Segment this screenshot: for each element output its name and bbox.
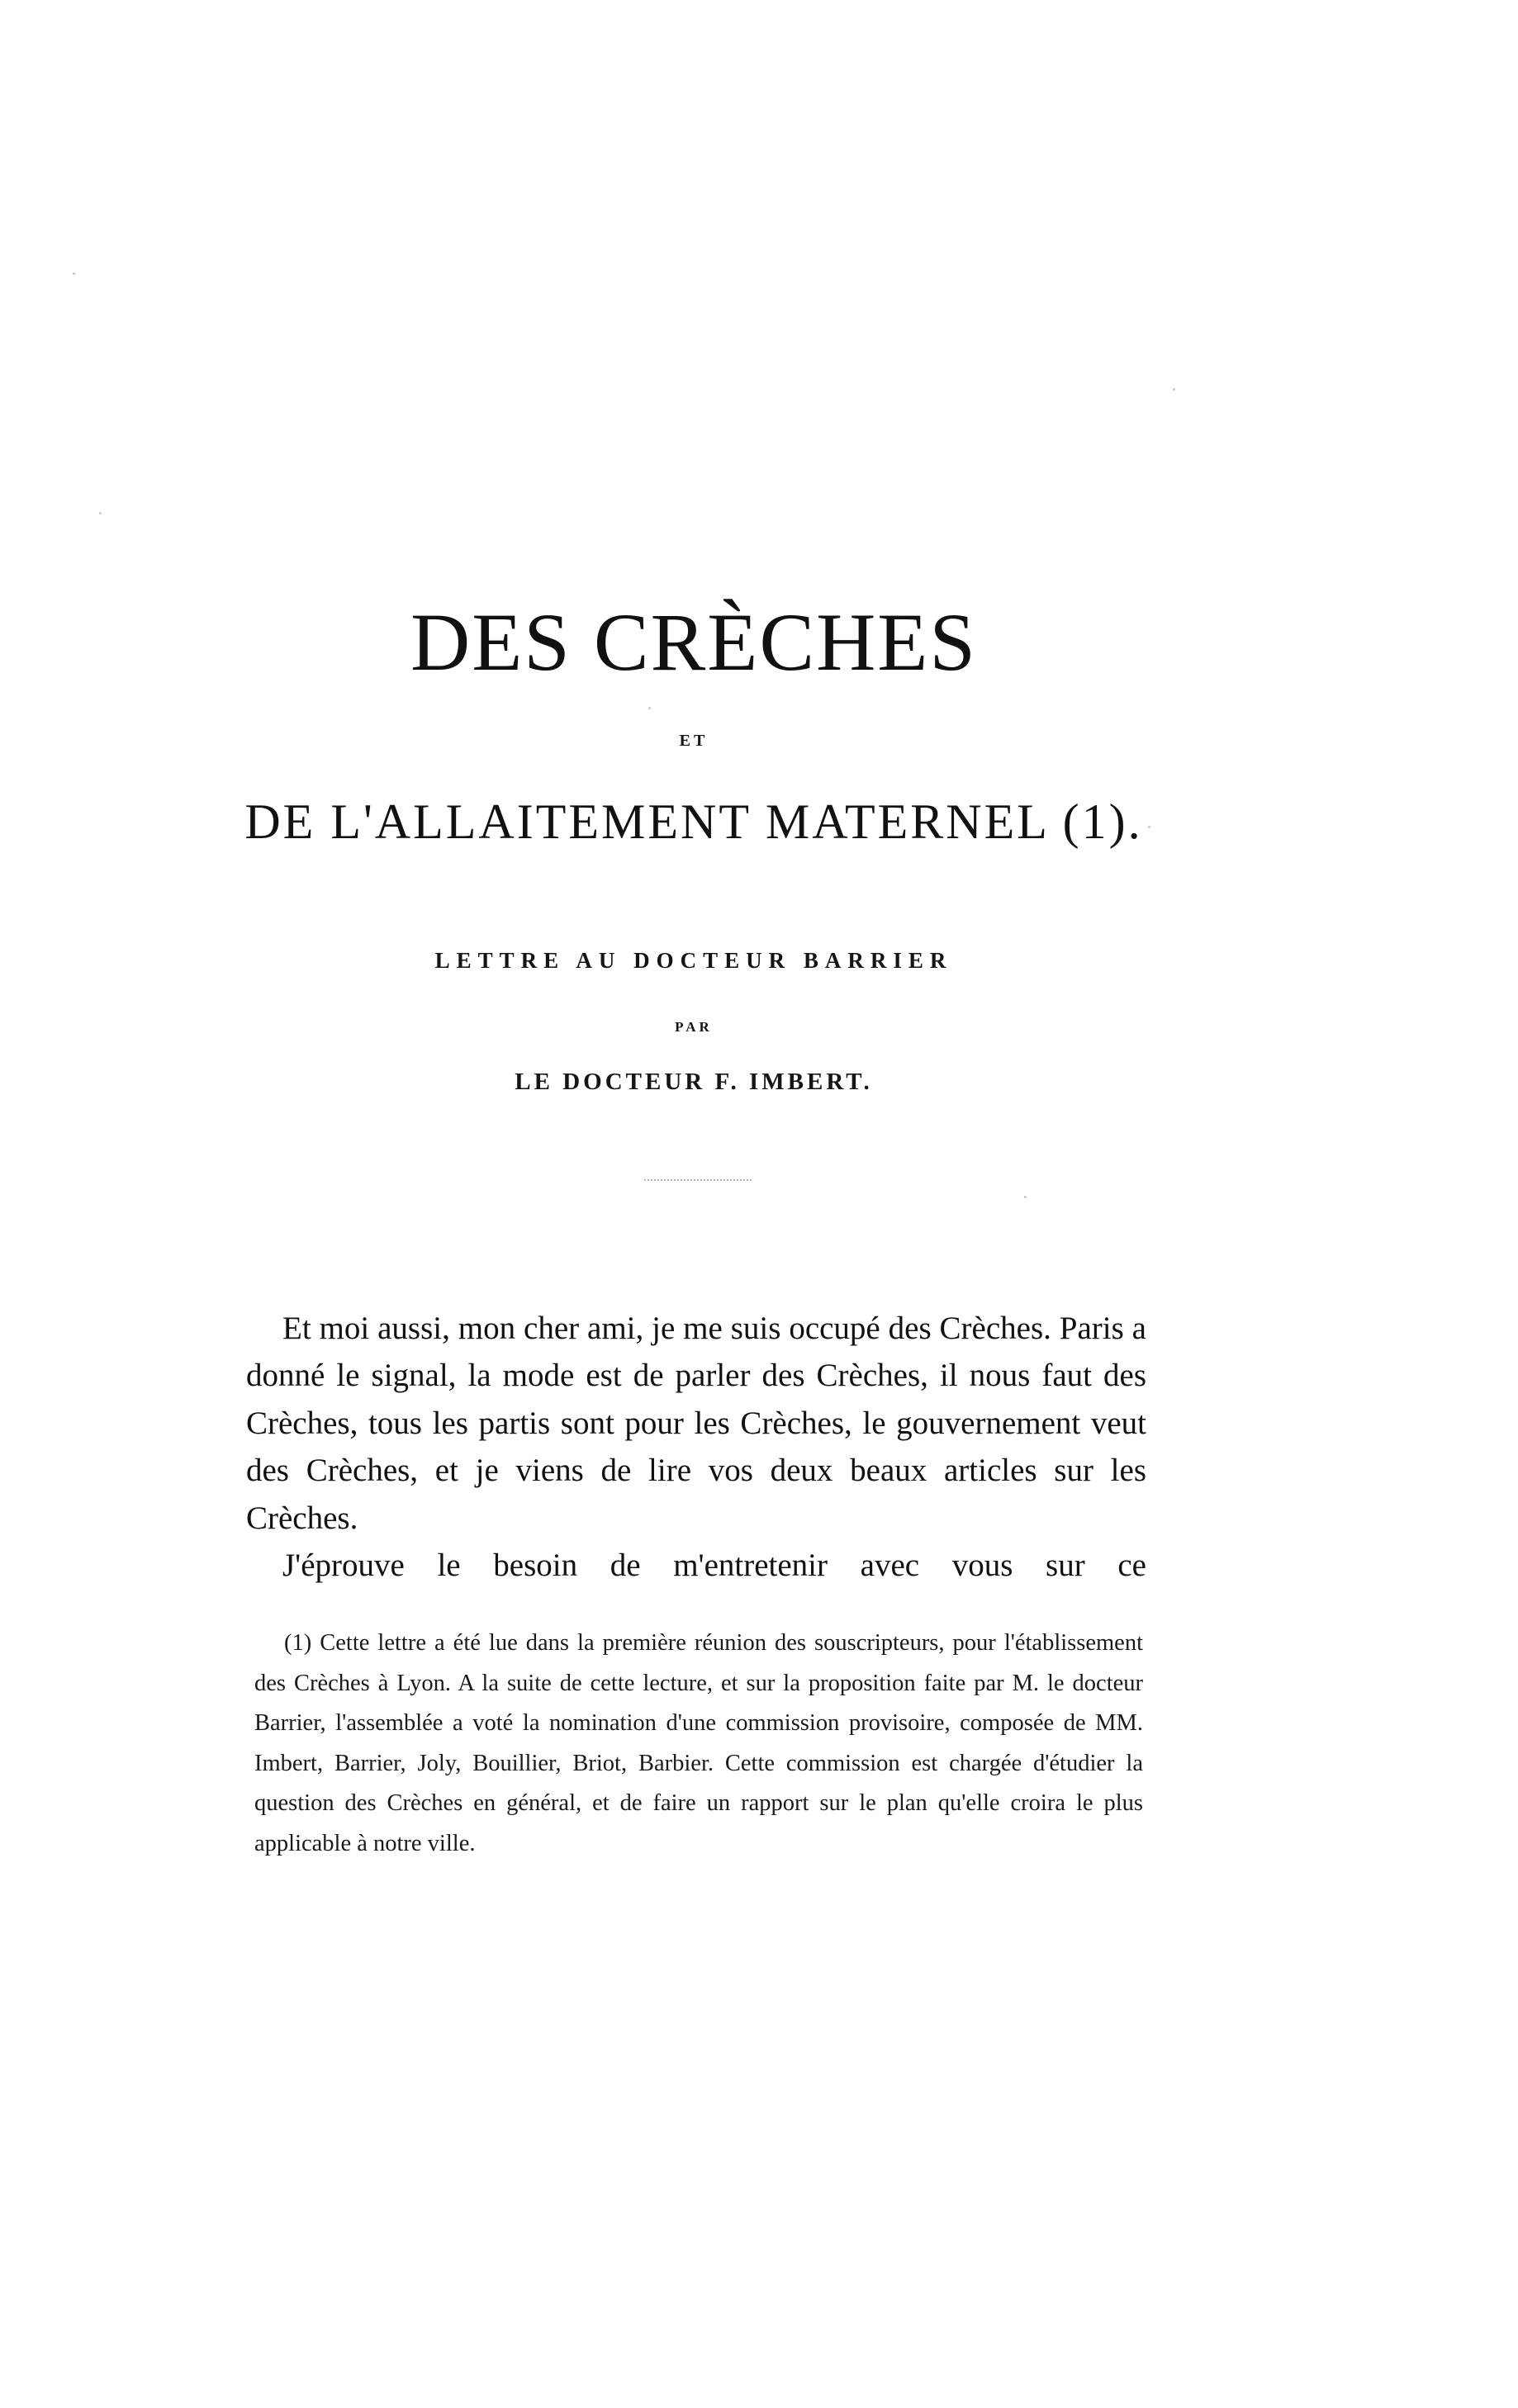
byline-par: PAR [675, 1019, 713, 1035]
paper-speck [73, 273, 75, 275]
page-title: DES CRÈCHES [410, 596, 977, 688]
footnote-text: (1) Cette lettre a été lue dans la première réunion des souscripteurs, pour l'établissement des Crèches à Lyon. A la suite de cette lecture, et sur la proposition faite par M. le docteur Barrier, l'assemblée a voté la nomination d'une commission provisoire, composée de MM. Imbert, Barrier, Joly, Bouillier, Briot, Barbier. Cette commission est chargée d'étudier la question des Crèches en général, et de faire un rapport sur le plan qu'elle croira le plus applicable à notre ville. [254, 1630, 1143, 1856]
body-text [246, 1305, 1146, 1589]
paper-speck [1148, 826, 1150, 828]
letter-heading: LETTRE AU DOCTEUR BARRIER [434, 948, 953, 973]
paper-speck [648, 707, 651, 709]
footnote [254, 1624, 1143, 1864]
title-conjunction: ET [679, 732, 709, 750]
body-paragraph: J'éprouve le besoin de m'entretenir avec vous sur ce [282, 1548, 1146, 1584]
paper-speck [1173, 388, 1175, 391]
body-paragraph: Et moi aussi, mon cher ami, je me suis occupé des Crèches. Paris a donné le signal, la mode est de parler des Crèches, il nous faut des Crèches, tous les partis sont pour les Crèches, le gouvernement veut des Crèches, et je viens de lire vos deux beaux articles sur les Crèches. [246, 1311, 1146, 1536]
paper-speck [99, 512, 102, 514]
paper-speck [1024, 1196, 1027, 1198]
ornamental-separator [644, 1179, 752, 1181]
author-name: LE DOCTEUR F. IMBERT. [515, 1069, 873, 1095]
page-subtitle: DE L'ALLAITEMENT MATERNEL (1). [244, 794, 1143, 849]
